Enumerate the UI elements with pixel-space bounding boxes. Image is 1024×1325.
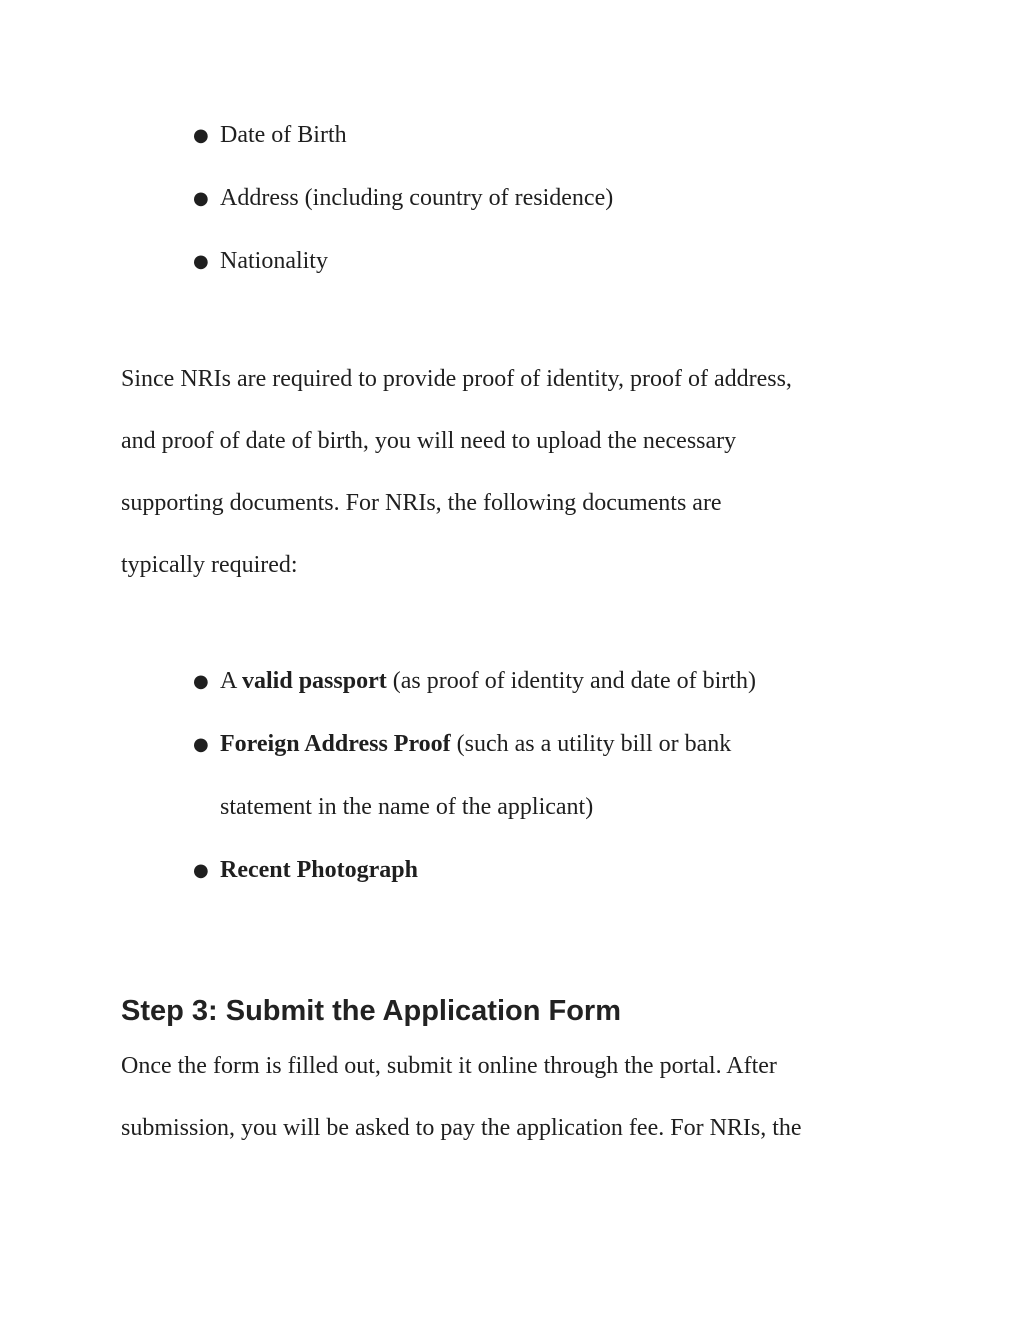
list-item-suffix: (as proof of identity and date of birth): [386, 668, 756, 694]
list-item-bold: valid passport: [242, 668, 387, 694]
bullet-icon: ●: [193, 188, 209, 209]
paragraph-line: Since NRIs are required to provide proof of identity, proof of address,: [121, 366, 792, 392]
list-item: [0, 104, 1024, 167]
bullet-icon: ●: [193, 251, 209, 272]
paragraph-line: Once the form is filled out, submit it online through the portal. After: [121, 1053, 777, 1079]
section-heading: Step 3: Submit the Application Form: [121, 995, 621, 1027]
list-item-prefix: A: [220, 668, 243, 694]
list-item: [0, 713, 1024, 839]
paragraph-documents-intro: [121, 348, 911, 596]
personal-details-list: [0, 104, 1024, 293]
paragraph-line: submission, you will be asked to pay the application fee. For NRIs, the: [121, 1115, 802, 1141]
list-item-text: Nationality: [220, 248, 328, 274]
paragraph-line: and proof of date of birth, you will need to upload the necessary: [121, 428, 737, 454]
required-documents-list: [0, 650, 1024, 902]
bullet-icon: ●: [193, 125, 209, 146]
list-item: [0, 650, 1024, 713]
paragraph-submit: [121, 1035, 911, 1159]
list-item-text: Date of Birth: [220, 122, 347, 148]
list-item-suffix: (such as a utility bill or bank: [450, 731, 732, 757]
list-item-line: statement in the name of the applicant): [220, 794, 594, 820]
list-item-bold: Foreign Address Proof: [220, 731, 451, 757]
list-item-line: [220, 713, 904, 776]
paragraph-line: typically required:: [121, 552, 298, 578]
list-item-text: Address (including country of residence): [220, 185, 614, 211]
list-item: [0, 230, 1024, 293]
bullet-icon: ●: [193, 734, 209, 755]
list-item-bold: Recent Photograph: [220, 857, 418, 883]
list-item: [0, 167, 1024, 230]
bullet-icon: ●: [193, 860, 209, 881]
bullet-icon: ●: [193, 671, 209, 692]
list-item: [0, 839, 1024, 902]
paragraph-line: supporting documents. For NRIs, the following documents are: [121, 490, 722, 516]
